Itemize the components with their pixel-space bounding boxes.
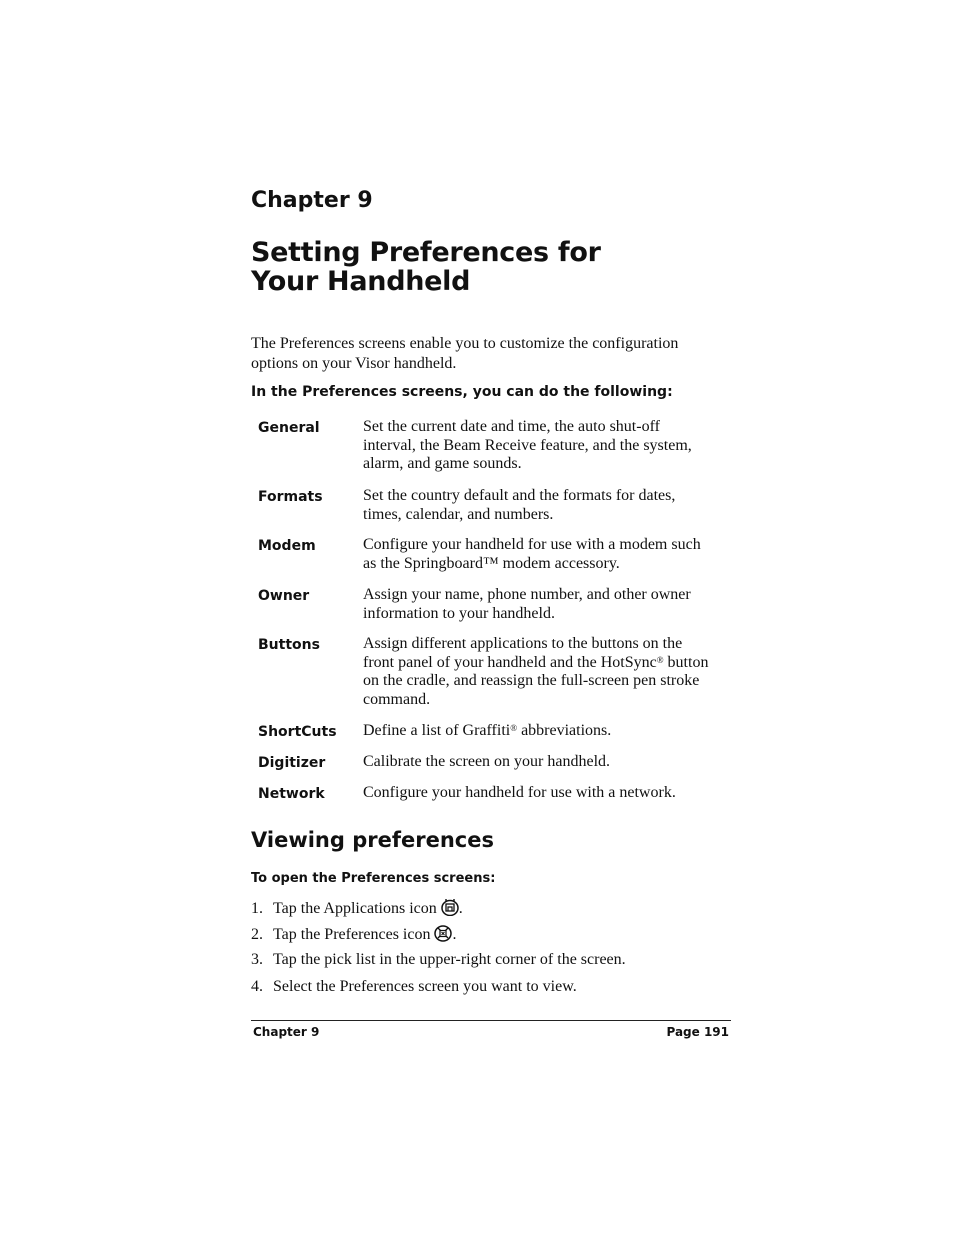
- step-3: [251, 950, 626, 969]
- term-general: General: [258, 420, 320, 436]
- page-title: [251, 238, 601, 296]
- description-general: Set the current date and time, the auto shut-off interval, the Beam Receive feature, and the system, alarm, and game sounds.: [363, 418, 692, 473]
- step-text: Tap the Preferences icon: [273, 926, 431, 943]
- description-buttons-text-2: button on the cradle, and reassign the full-screen pen stroke command.: [363, 653, 709, 709]
- description-network: Configure your handheld for use with a network.: [363, 784, 676, 801]
- step-suffix: .: [452, 926, 457, 943]
- step-2: [251, 924, 456, 947]
- procedure-label: To open the Preferences screens:: [251, 871, 496, 886]
- preferences-icon: [434, 924, 452, 947]
- term-network: Network: [258, 786, 325, 802]
- term-digitizer: Digitizer: [258, 755, 326, 771]
- step-4: [251, 977, 577, 996]
- term-buttons: Buttons: [258, 637, 320, 653]
- chapter-label: Chapter 9: [251, 188, 373, 213]
- term-modem: Modem: [258, 538, 316, 554]
- step-text: Tap the Applications icon: [273, 900, 437, 917]
- description-digitizer: Calibrate the screen on your handheld.: [363, 753, 611, 770]
- step-number: 3.: [251, 951, 263, 968]
- description-modem: Configure your handheld for use with a modem such as the Springboard™ modem accessory.: [363, 536, 701, 572]
- page-title-line-2: Your Handheld: [251, 266, 471, 297]
- page-title-line-1: Setting Preferences for: [251, 237, 601, 268]
- description-formats: Set the country default and the formats for dates, times, calendar, and numbers.: [363, 487, 676, 523]
- applications-icon: [441, 898, 459, 921]
- step-1: [251, 898, 463, 921]
- step-text: Select the Preferences screen you want to view.: [273, 978, 577, 995]
- term-shortcuts: ShortCuts: [258, 724, 337, 740]
- description-shortcuts-text-1: Define a list of Graffiti: [363, 722, 511, 739]
- term-formats: Formats: [258, 489, 323, 505]
- description-shortcuts-text-2: abbreviations.: [517, 722, 612, 739]
- step-suffix: .: [458, 900, 463, 917]
- description-buttons: [363, 635, 713, 710]
- description-shortcuts: [363, 722, 713, 741]
- term-owner: Owner: [258, 588, 310, 604]
- description-buttons-text-1: Assign different applications to the buttons on the front panel of your handheld and the HotSync: [363, 635, 683, 671]
- footer-divider: [251, 1020, 731, 1021]
- step-number: 4.: [251, 978, 263, 995]
- registered-mark: ®: [656, 654, 664, 665]
- step-text: Tap the pick list in the upper-right corner of the screen.: [273, 951, 626, 968]
- intro-paragraph: The Preferences screens enable you to customize the configuration options on your Visor handheld.: [251, 335, 679, 372]
- footer-page-number: Page 191: [666, 1025, 729, 1039]
- description-owner: Assign your name, phone number, and other owner information to your handheld.: [363, 586, 691, 622]
- section-heading: Viewing preferences: [251, 828, 494, 852]
- step-number: 1.: [251, 900, 263, 917]
- lead-in: In the Preferences screens, you can do the following:: [251, 384, 673, 400]
- footer-chapter: Chapter 9: [253, 1025, 320, 1039]
- registered-mark: ®: [510, 723, 518, 733]
- step-number: 2.: [251, 926, 263, 943]
